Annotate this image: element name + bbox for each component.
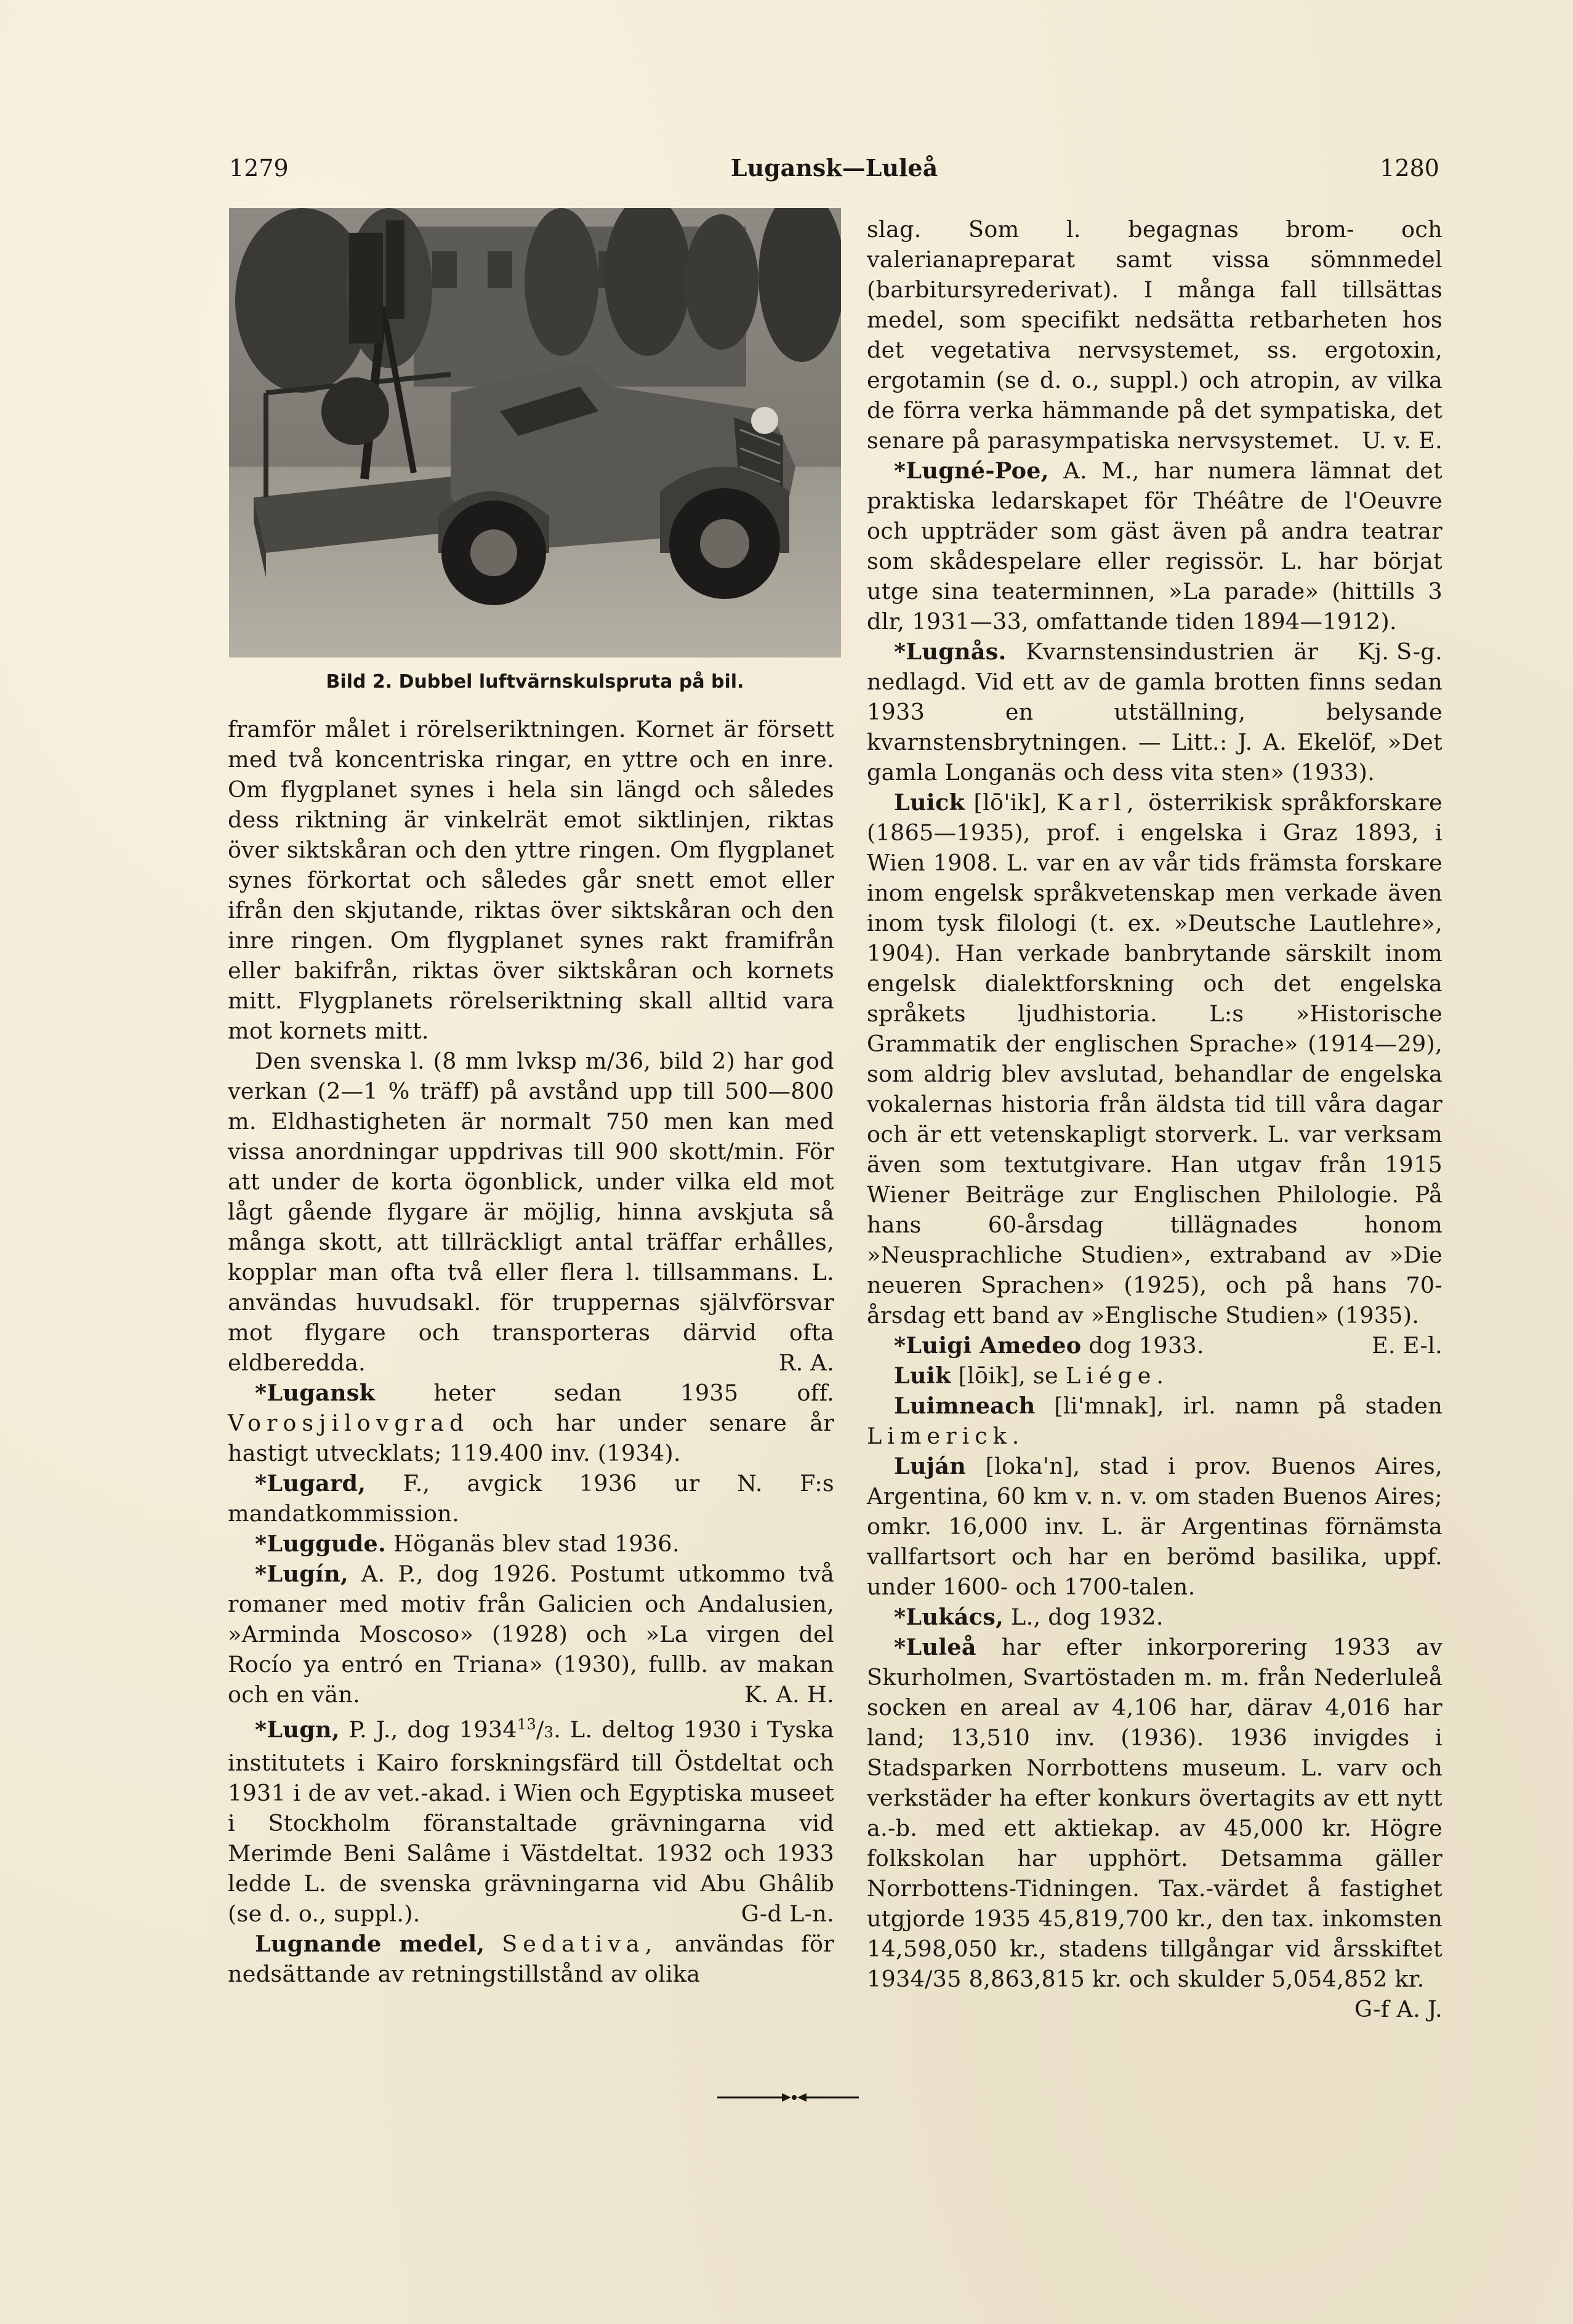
- entry-lugin: [228, 1559, 834, 1710]
- entry-text: dog 1933.: [1088, 1332, 1204, 1359]
- entry-spaced-text: Liége.: [1065, 1362, 1169, 1389]
- entry-headword: *Lugín,: [255, 1561, 349, 1587]
- entry-text: [lōik], se: [958, 1362, 1058, 1389]
- author-signature: E. E-l.: [1372, 1332, 1442, 1359]
- entry-spaced-text: Karl,: [1056, 789, 1140, 816]
- entry-lulea: [867, 1632, 1442, 2022]
- entry-spaced-text: Sedativa,: [502, 1931, 658, 1958]
- photo-illustration: [229, 208, 841, 657]
- end-ornament-divider: [714, 2088, 862, 2107]
- figure-caption: Bild 2. Dubbel luftvärnskulspruta på bil.: [326, 671, 744, 693]
- entry-text: österrikisk språkforskare (1865—1935), prof. i engelska i Graz 1893, i Wien 1908. L. var en av vår tids främsta forskare inom engelsk språkvetenskap men verkade även inom tysk filologi (t. ex. »Deutsche Lautlehre», 1904). Han verkade banbrytande särskilt inom engelsk dialektforskning och det engelska språkets ljudhistoria. L:s »Historische Grammatik der englischen Sprache» (1914—29), som aldrig blev avslutad, behandlar de engelska vokalernas historia från äldsta tid till våra dagar och är ett vetenskapligt storverk. L. var verksam även som textutgivare. Han utgav från 1915 Wiener Beiträge zur Englischen Philologie. På hans 60-årsdag tillägnades honom »Neusprachliche Studien», extraband av »Die neueren Sprachen» (1925), och på hans 70-årsdag ett band av »Englische Studien» (1935).: [867, 789, 1442, 1329]
- entry-text: Höganäs blev stad 1936.: [393, 1530, 680, 1557]
- entry-text: P. J., dog 1934: [348, 1716, 517, 1743]
- entry-headword: Lugnande medel,: [255, 1931, 485, 1958]
- entry-headword: Luik: [894, 1362, 951, 1389]
- entry-lugnande-medel: [228, 1929, 834, 1989]
- entry-headword: *Luigi Amedeo: [894, 1332, 1082, 1359]
- entry-headword: Luick: [894, 789, 965, 816]
- entry-headword: Luján: [894, 1453, 967, 1479]
- paragraph-swedish-gun: [228, 1046, 834, 1378]
- running-title: Lugansk—Luleå: [730, 154, 938, 182]
- paragraph-text: Den svenska l. (8 mm lvksp m/36, bild 2) har god verkan (2—1 % träff) på avstånd upp till 500—800 m. Eldhastigheten är normalt 750 men kan med vissa anordningar uppdrivas till 900 skott/min. För att under de korta ögonblick, under vilka eld mot lågt gående flygare är möjlig, hinna avskjuta så många skott, att tillräckligt antal träffar erhålles, kopplar man ofta två eller flera l. tillsammans. L. användas huvudsakl. för truppernas självförsvar mot flygare och transporteras därvid ofta eldberedda.: [228, 1048, 834, 1376]
- author-signature: R. A.: [778, 1349, 834, 1376]
- entry-text: användas för nedsättande av retningstillstånd av olika: [228, 1931, 835, 1988]
- right-column: [867, 214, 1442, 2024]
- entry-luggude: [228, 1529, 834, 1559]
- paragraph-continuation: framför målet i rörelseriktningen. Kornet är försett med två koncentriska ringar, en yttre och en inre. Om flygplanet synes i hela sin längd och således dess riktning är vinkelrät emot siktlinjen, riktas över siktskåran och den yttre ringen. Om flygplanet synes förkortat och således går snett emot eller ifrån den skjutande, riktas över siktskåran och den inre ringen. Om flygplanet synes rakt framifrån eller bakifrån, riktas över siktskåran och kornets mitt. Flygplanets rörelseriktning skall alltid vara mot kornets mitt.: [228, 716, 834, 1044]
- entry-text: L., dog 1932.: [1011, 1604, 1164, 1630]
- author-signature: U. v. E.: [1362, 427, 1442, 454]
- entry-text: Kvarnstensindustrien är nedlagd. Vid ett av de gamla brotten finns sedan 1933 en utställning, belysande kvarnstensbrytningen. — Litt.: J. A. Ekelöf, »Det gamla Longanäs och dess vita sten» (1933).: [867, 638, 1442, 786]
- entry-text: [li'mnak], irl. namn på staden: [1054, 1393, 1442, 1419]
- author-signature: Kj. S-g.: [1358, 638, 1442, 665]
- entry-text: [loka'n], stad i prov. Buenos Aires, Argentina, 60 km v. n. v. om staden Buenos Aires; omkr. 16,000 inv. L. är Argentinas förnämsta vallfartsort och har en berömd basilika, uppf. under 1600- och 1700-talen.: [867, 1453, 1442, 1600]
- entry-headword: *Lugard,: [255, 1470, 366, 1497]
- author-signature: K. A. H.: [744, 1681, 834, 1708]
- page-number-right: 1280: [1380, 155, 1439, 182]
- entry-lukacs: [867, 1602, 1442, 1632]
- entry-text: F., avgick 1936 ur N. F:s mandatkommission.: [228, 1470, 834, 1527]
- entry-lugn: [228, 1710, 834, 1929]
- entry-text: heter sedan 1935 off.: [433, 1380, 834, 1406]
- date-slash: /: [536, 1716, 544, 1743]
- paragraph-continuation: [867, 214, 1442, 456]
- author-signature: G-d L-n.: [741, 1900, 834, 1928]
- entry-headword: *Lugnås.: [894, 638, 1007, 665]
- entry-headword: *Luggude.: [255, 1530, 387, 1557]
- entry-text: A. P., dog 1926. Postumt utkommo två romaner med motiv från Galicien och Andalusien, »Arminda Moscoso» (1928) och »La virgen del Rocío ya entró en Triana» (1930), fullb. av makan och en vän.: [228, 1561, 834, 1708]
- date-subscript: 3: [544, 1724, 554, 1742]
- entry-spaced-text: Vorosjilovgrad: [228, 1410, 470, 1436]
- entry-luimneach: [867, 1391, 1442, 1451]
- entry-text: har efter inkorporering 1933 av Skurholmen, Svartöstaden m. m. från Nederluleå socken en areal av 4,106 har, därav 4,016 har land; 13,510 inv. (1936). 1936 invigdes i Stadsparken Norrbottens museum. L. varv och verkstäder ha efter konkurs övertagits av ett nytt a.-b. med ett aktiekap. av 45,000 kr. Högre folkskolan har upphört. Detsamma gäller Norrbottens-Tidningen. Tax.-värdet å fastighet utgjorde 1935 45,819,700 kr., den tax. inkomsten 14,598,050 kr., stadens tillgångar vid årsskiftet 1934/35 8,863,815 kr. och skulder 5,054,852 kr.: [867, 1634, 1442, 1992]
- entry-headword: *Lugn,: [255, 1716, 340, 1743]
- entry-headword: *Luleå: [894, 1634, 976, 1660]
- photo-truck-antiaircraft-gun: [229, 208, 841, 657]
- entry-text: och har under senare år hastigt utvecklats; 119.400 inv. (1934).: [228, 1410, 834, 1466]
- date-superscript: 13: [517, 1716, 537, 1733]
- page-header: [229, 147, 1439, 190]
- entry-headword: *Lukács,: [894, 1604, 1004, 1630]
- entry-spaced-text: Limerick.: [867, 1423, 1025, 1449]
- page-number-left: 1279: [229, 155, 289, 182]
- entry-headword: *Lugansk: [255, 1380, 376, 1406]
- entry-luik: [867, 1361, 1442, 1391]
- entry-text: . L. deltog 1930 i Tyska institutets i Kairo forskningsfärd till Östdeltat och 1931 i de av vet.-akad. i Wien och Egyptiska museet i Stockholm föranstaltade grävningarna vid Merimde Beni Salâme i Västdeltat. 1932 och 1933 ledde L. de svenska grävningarna vid Abu Ghâlib (se d. o., suppl.).: [228, 1716, 834, 1928]
- entry-lujan: [867, 1451, 1442, 1602]
- entry-text: slag. Som l. begagnas brom- och valerianapreparat samt vissa sömnmedel (barbitursyrederivat). I många fall tillsättas medel, som specifikt nedsätta retbarheten hos det vegetativa nervsystemet, ss. ergotoxin, ergotamin (se d. o., suppl.) och atropin, av vilka de förra verka hämmande på det sympatiska, det senare på parasympatiska nervsystemet.: [867, 216, 1442, 454]
- entry-lugansk: [228, 1378, 834, 1468]
- entry-text: A. M., har numera lämnat det praktiska ledarskapet för Théâtre de l'Oeuvre och uppträder som gäst även på andra teatrar som skådespelare eller regissör. L. har börjat utge sina teaterminnen, »La parade» (hittills 3 dlr, 1931—33, omfattande tiden 1894—1912).: [867, 457, 1443, 635]
- left-column: [228, 714, 834, 1989]
- author-signature: G-f A. J.: [1354, 1996, 1442, 2022]
- entry-headword: Luimneach: [894, 1393, 1036, 1419]
- entry-lugard: [228, 1468, 834, 1529]
- entry-headword: *Lugné-Poe,: [894, 457, 1049, 484]
- entry-pronunciation: [lō'ik],: [973, 789, 1048, 816]
